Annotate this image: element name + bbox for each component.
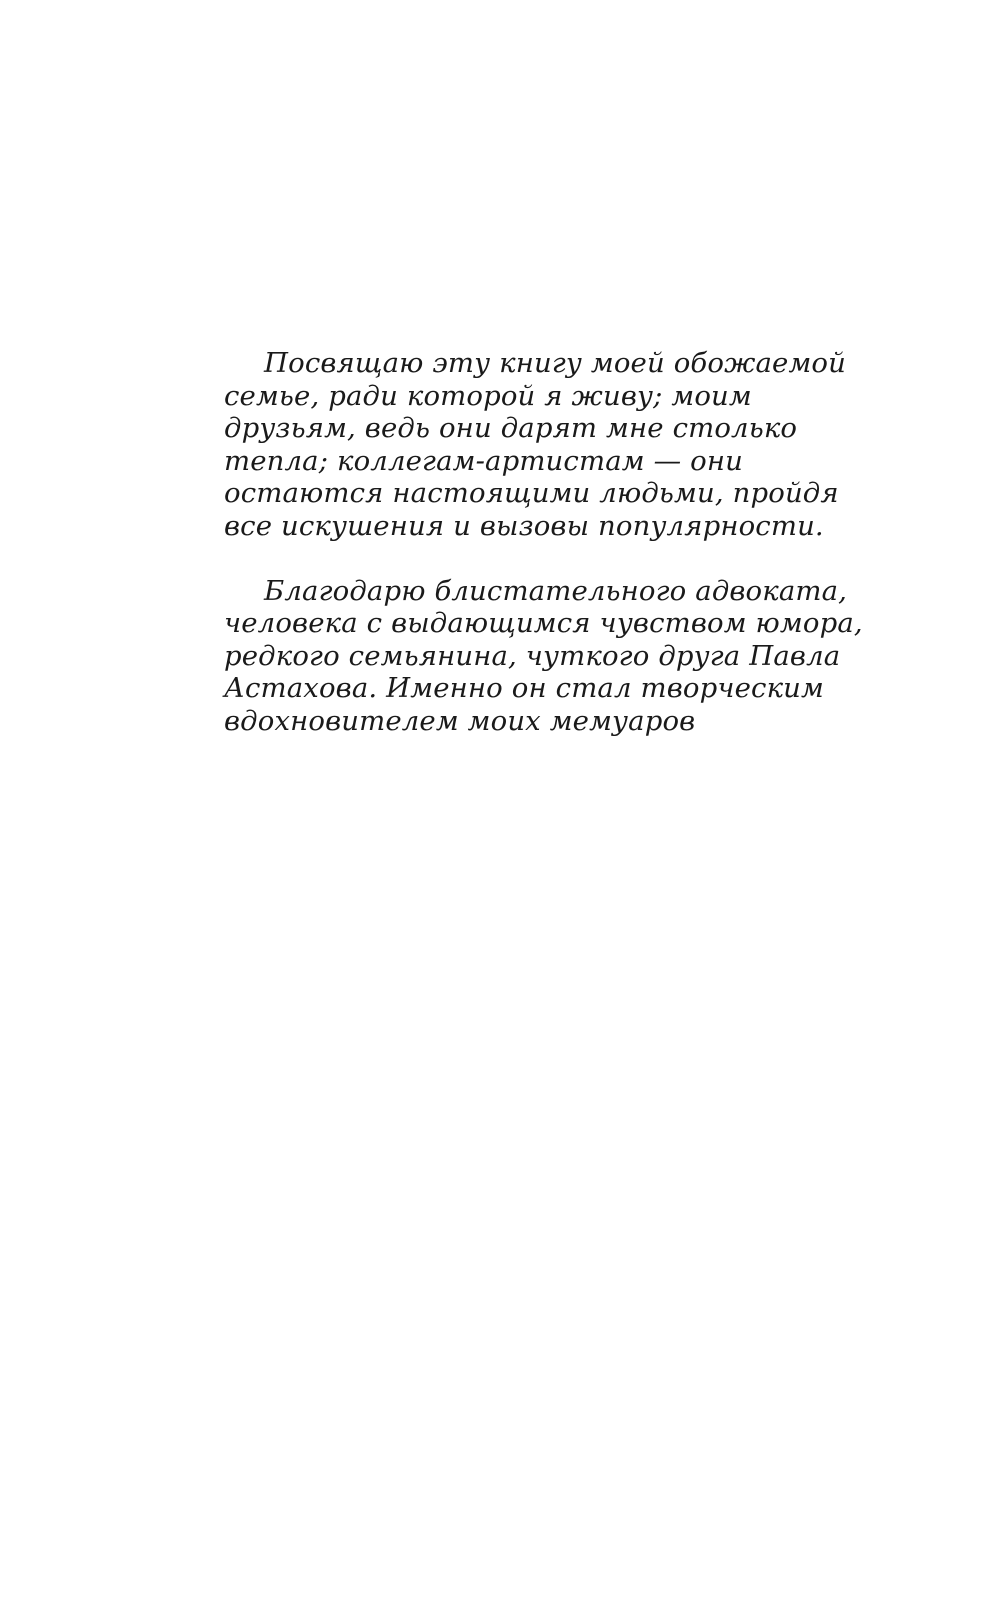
text-line: Благодарю блистательного адвоката, <box>264 574 848 607</box>
text-line: Астахова. Именно он стал творческим <box>224 672 824 705</box>
dedication-paragraph <box>224 347 864 543</box>
text-line: остаются настоящими людьми, пройдя <box>224 477 839 510</box>
text-line: вдохновителем моих мемуаров <box>224 704 696 737</box>
text-line: все искушения и вызовы популярности. <box>224 509 824 542</box>
text-line: редкого семьянина, чуткого друга Павла <box>224 639 841 672</box>
text-line: человека с выдающимся чувством юмора, <box>224 607 863 640</box>
dedication-block <box>224 347 864 738</box>
text-line: друзьям, ведь они дарят мне столько <box>224 412 798 445</box>
text-line: Посвящаю эту книгу моей обожаемой <box>264 347 846 379</box>
acknowledgement-paragraph <box>224 575 864 738</box>
text-line: семье, ради которой я живу; моим <box>224 379 752 412</box>
text-line: тепла; коллегам-артистам — они <box>224 444 743 477</box>
